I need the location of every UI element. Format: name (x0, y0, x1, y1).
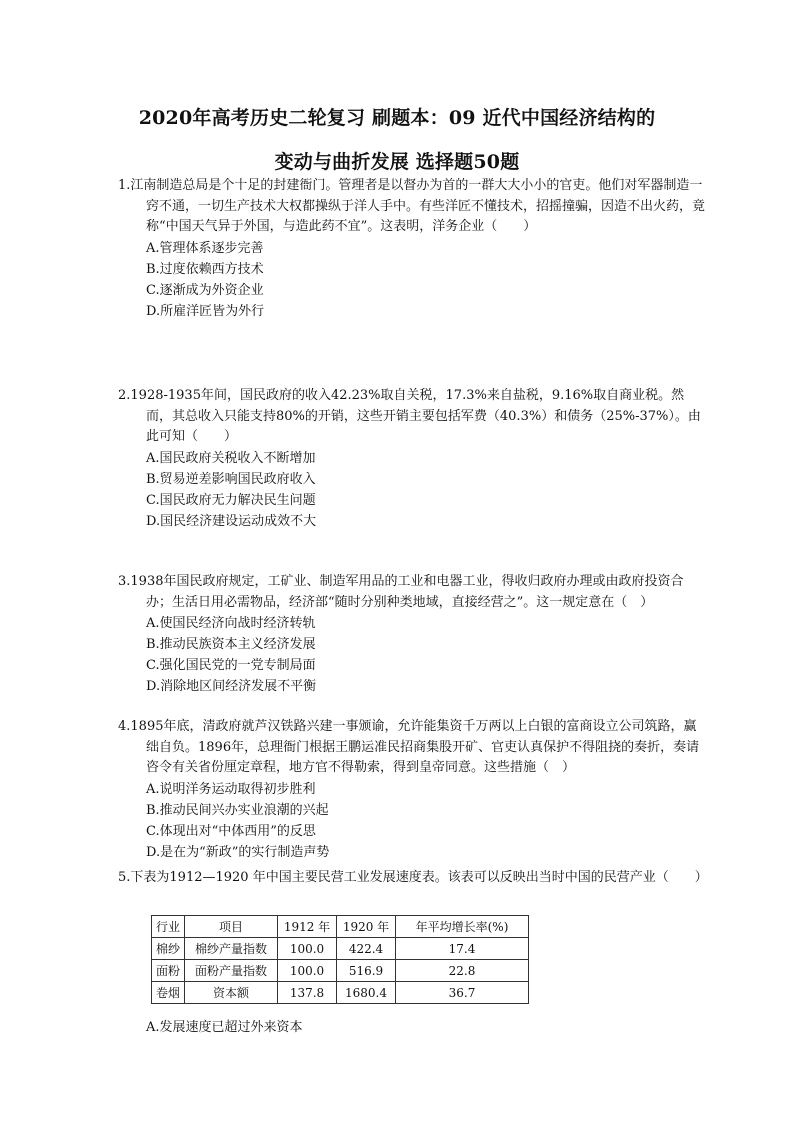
table-cell: 1680.4 (337, 982, 396, 1004)
question-3 (118, 572, 708, 697)
table-cell: 资本额 (185, 982, 278, 1004)
table-cell: 36.7 (396, 982, 529, 1004)
option-a: A.国民政府关税收入不断增加 (146, 450, 316, 466)
option-a: A.说明洋务运动取得初步胜利 (146, 781, 316, 797)
table-cell: 516.9 (337, 960, 396, 982)
document-title-line1: 2020年高考历史二轮复习 刷题本：09 近代中国经济结构的 (138, 107, 656, 129)
table-cell: 17.4 (396, 938, 529, 960)
option-b: B.过度依赖西方技术 (146, 261, 264, 277)
question-5 (118, 868, 708, 889)
question-stem: 2.1928-1935年间，国民政府的收入42.23%取自关税，17.3%来自盐税，9.16%取自商业税。然而，其总收入只能支持80%的开销，这些开销主要包括军费（40.3%）和债务（25%-37%）。由此可知（ ） (118, 388, 701, 444)
table-cell: 棉纱 (152, 938, 185, 960)
question-2 (118, 386, 708, 532)
table-header-cell: 项目 (185, 916, 278, 938)
table-cell: 棉纱产量指数 (185, 938, 278, 960)
table-header-cell: 年平均增长率(%) (396, 916, 529, 938)
option-c: C.体现出对“中体西用”的反思 (146, 823, 316, 839)
option-b: B.推动民族资本主义经济发展 (146, 637, 316, 652)
table-row (152, 982, 529, 1004)
option-d: D.消除地区间经济发展不平衡 (146, 679, 317, 694)
option-b: B.贸易逆差影响国民政府收入 (146, 471, 316, 487)
question-stem: 1.江南制造总局是个十足的封建衙门。管理者是以督办为首的一群大大小小的官吏。他们对军器制造一窍不通，一切生产技术大权都操纵于洋人手中。有些洋匠不懂技术，招摇撞骗，因造不出火药，竟称“中国天气异于外国，与造此药不宜”。这表明，洋务企业（ ） (118, 178, 706, 234)
table-cell: 22.8 (396, 960, 529, 982)
document-title-line2: 变动与曲折发展 选择题50题 (274, 151, 520, 173)
option-a: A.发展速度已超过外来资本 (146, 1020, 303, 1035)
question-stem: 4.1895年底，清政府就芦汉铁路兴建一事颁谕，允许能集资千万两以上白银的富商设立公司筑路，赢绌自负。1896年，总理衙门根据王鹏运准民招商集股开矿、官吏认真保护不得阻挠的奏折，奏请咨令有关省份厘定章程，地方官不得勒索，得到皇帝同意。这些措施（ ） (118, 719, 700, 775)
question-stem: 3.1938年国民政府规定，工矿业、制造军用品的工业和电器工业，得收归政府办理或由政府投资合办；生活日用必需物品，经济部“随时分别种类地域，直接经营之”。这一规定意在（ ） (118, 574, 684, 610)
option-c: C.逐渐成为外资企业 (146, 282, 264, 298)
question-1 (118, 176, 708, 322)
option-a: A.管理体系逐步完善 (146, 240, 264, 256)
option-list (118, 238, 708, 322)
option-b: B.推动民间兴办实业浪潮的兴起 (146, 802, 329, 818)
industry-growth-table (151, 915, 529, 1004)
option-list (118, 779, 708, 863)
table-cell: 137.8 (278, 982, 337, 1004)
option-c: C.强化国民党的一党专制局面 (146, 658, 316, 673)
table-header-row (152, 916, 529, 938)
option-list (118, 448, 708, 532)
table-header-cell: 行业 (152, 916, 185, 938)
question-stem: 5.下表为1912—1920 年中国主要民营工业发展速度表。该表可以反映出当时中国的民营产业（ ） (118, 870, 708, 885)
option-d: D.所雇洋匠皆为外行 (146, 303, 265, 319)
table-header-cell: 1920 年 (337, 916, 396, 938)
option-list (118, 613, 708, 697)
table-cell: 面粉 (152, 960, 185, 982)
option-a: A.使国民经济向战时经济转轨 (146, 616, 316, 631)
question-4 (118, 717, 708, 863)
option-d: D.是在为“新政”的实行制造声势 (146, 844, 330, 860)
option-d: D.国民经济建设运动成效不大 (146, 513, 317, 529)
table-row (152, 960, 529, 982)
option-c: C.国民政府无力解决民生问题 (146, 492, 316, 508)
table-row (152, 938, 529, 960)
table-cell: 卷烟 (152, 982, 185, 1004)
table-cell: 100.0 (278, 960, 337, 982)
table-cell: 422.4 (337, 938, 396, 960)
table-cell: 面粉产量指数 (185, 960, 278, 982)
table-cell: 100.0 (278, 938, 337, 960)
table-header-cell: 1912 年 (278, 916, 337, 938)
